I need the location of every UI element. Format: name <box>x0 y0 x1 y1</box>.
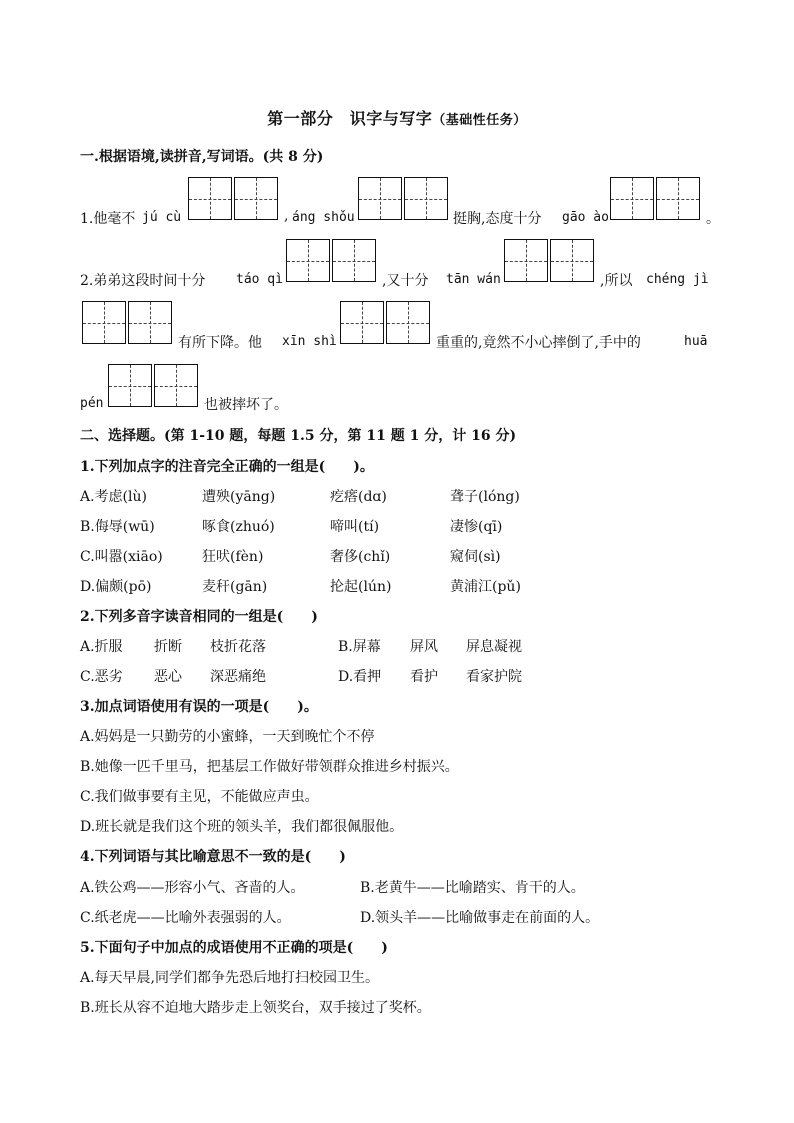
writing-box[interactable] <box>656 177 700 220</box>
s2-q4-option-c[interactable]: C.纸老虎——比喻外表强弱的人。 <box>80 910 291 926</box>
s2-q1-c1[interactable]: C.叫嚣(xiāo) <box>80 549 163 565</box>
s1-q1-pinyin3: gāo ào <box>562 210 609 225</box>
writing-box[interactable] <box>504 239 548 282</box>
s1-q2-boxes2[interactable] <box>504 239 594 282</box>
s2-q2-a2: 折断 <box>154 639 182 655</box>
s1-q1-text1: 1.他毫不 <box>80 211 136 227</box>
s1-q1-pinyin2: áng shǒu <box>292 210 355 225</box>
s1-q1-text4: 。 <box>706 211 720 227</box>
s1-q2-boxes1[interactable] <box>286 239 376 282</box>
s2-q3-option-d[interactable]: D.班长就是我们这个班的领头羊，我们都很佩服他。 <box>80 819 404 835</box>
title-main: 第一部分 识字与写字 <box>267 109 433 128</box>
s2-q5-stem: 5.下面句子中加点的成语使用不正确的项是( ) <box>80 940 388 956</box>
s2-q1-d4: 黄浦江(pǔ) <box>450 579 521 595</box>
s2-q1-c2: 狂吠(fèn) <box>202 549 264 565</box>
writing-box[interactable] <box>286 239 330 282</box>
s1-q2-text3: ,所以 <box>600 273 633 289</box>
s2-q1-a2: 遭殃(yāng) <box>202 489 276 505</box>
s2-q3-stem: 3.加点词语使用有误的一项是( )。 <box>80 699 318 715</box>
s1-q2-text6: 也被摔坏了。 <box>204 397 288 413</box>
s1-q1-text2: , <box>284 208 289 224</box>
s2-q2-d3: 看家护院 <box>466 669 522 685</box>
writing-box[interactable] <box>404 177 448 220</box>
writing-box[interactable] <box>340 301 384 344</box>
title-sub: （基础性任务） <box>432 113 527 128</box>
s1-q1-boxes2[interactable] <box>358 177 448 220</box>
s1-q2-pinyin5: huā <box>684 334 708 349</box>
page-title <box>0 106 794 129</box>
writing-box[interactable] <box>154 364 198 407</box>
s1-q1-pinyin1: jú cù <box>142 210 182 225</box>
s1-q2-pinyin1: táo qì <box>236 272 283 287</box>
s2-q3-option-b[interactable]: B.她像一匹千里马，把基层工作做好带领群众推进乡村振兴。 <box>80 759 459 775</box>
writing-box[interactable] <box>332 239 376 282</box>
writing-box[interactable] <box>358 177 402 220</box>
s2-q4-option-d[interactable]: D.领头羊——比喻做事走在前面的人。 <box>360 910 600 926</box>
writing-box[interactable] <box>234 177 278 220</box>
s2-q3-option-a[interactable]: A.妈妈是一只勤劳的小蜜蜂，一天到晚忙个不停 <box>80 729 375 745</box>
s2-q2-stem: 2.下列多音字读音相同的一组是( ) <box>80 609 318 625</box>
s2-q5-option-a[interactable]: A.每天早晨,同学们都争先恐后地打扫校园卫生。 <box>80 970 380 986</box>
s2-q2-c1[interactable]: C.恶劣 <box>80 669 123 685</box>
s1-q2-boxes4[interactable] <box>340 301 430 344</box>
s2-q1-b1[interactable]: B.侮辱(wū) <box>80 519 155 535</box>
s1-q1-boxes3[interactable] <box>610 177 700 220</box>
s2-q2-b1[interactable]: B.屏幕 <box>338 639 381 655</box>
writing-box[interactable] <box>82 301 126 344</box>
s2-q1-b2: 啄食(zhuó) <box>202 519 275 535</box>
s1-q1-text3: 挺胸,态度十分 <box>453 211 542 227</box>
section2-heading: 二、选择题。(第 1-10 题，每题 1.5 分，第 11 题 1 分，计 16 分) <box>80 428 517 444</box>
s2-q5-option-b[interactable]: B.班长从容不迫地大踏步走上领奖台，双手接过了奖杯。 <box>80 1000 431 1016</box>
s2-q4-option-b[interactable]: B.老黄牛——比喻踏实、肯干的人。 <box>360 880 585 896</box>
s2-q2-a3: 枝折花落 <box>210 639 266 655</box>
s2-q1-stem: 1.下列加点字的注音完全正确的一组是( )。 <box>80 459 374 475</box>
s1-q2-text2: ,又十分 <box>382 273 429 289</box>
s1-q2-boxes5[interactable] <box>108 364 198 407</box>
s2-q1-b3: 啼叫(tí) <box>330 519 380 535</box>
s1-q2-pinyin2: tān wán <box>446 272 501 287</box>
s2-q3-option-c[interactable]: C.我们做事要有主见，不能做应声虫。 <box>80 789 319 805</box>
s2-q1-d3: 抡起(lún) <box>330 579 392 595</box>
s2-q1-b4: 凄惨(qī) <box>450 519 503 535</box>
s2-q1-a3: 疙瘩(dɑ) <box>330 489 387 505</box>
s2-q1-c3: 奢侈(chǐ) <box>330 549 391 565</box>
s2-q1-c4: 窥伺(sì) <box>450 549 501 565</box>
s2-q2-c2: 恶心 <box>154 669 182 685</box>
s1-q2-pinyin3: chéng jì <box>646 272 709 287</box>
s1-q2-text5: 重重的,竟然不小心摔倒了,手中的 <box>436 335 641 351</box>
writing-box[interactable] <box>128 301 172 344</box>
s2-q1-a4: 聋子(lóng) <box>450 489 520 505</box>
s2-q2-a1[interactable]: A.折服 <box>80 639 123 655</box>
writing-box[interactable] <box>386 301 430 344</box>
s2-q1-d2: 麦秆(gān) <box>202 579 268 595</box>
s2-q1-d1[interactable]: D.偏颇(pō) <box>80 579 152 595</box>
s1-q1-boxes1[interactable] <box>188 177 278 220</box>
s1-q2-text4: 有所下降。他 <box>178 335 262 351</box>
writing-box[interactable] <box>610 177 654 220</box>
s2-q2-d1[interactable]: D.看押 <box>338 669 382 685</box>
s1-q2-boxes3[interactable] <box>82 301 172 344</box>
section1-heading: 一.根据语境,读拼音,写词语。(共 8 分) <box>80 149 324 165</box>
s2-q2-b2: 屏风 <box>410 639 438 655</box>
s1-q2-text1: 2.弟弟这段时间十分 <box>80 273 206 289</box>
s1-q2-pinyin6: pén <box>80 396 104 411</box>
writing-box[interactable] <box>108 364 152 407</box>
writing-box[interactable] <box>188 177 232 220</box>
s2-q1-a1[interactable]: A.考虑(lù) <box>80 489 147 505</box>
writing-box[interactable] <box>550 239 594 282</box>
s2-q4-option-a[interactable]: A.铁公鸡——形容小气、吝啬的人。 <box>80 880 305 896</box>
s2-q2-d2: 看护 <box>410 669 438 685</box>
s1-q2-pinyin4: xīn shì <box>282 334 337 349</box>
s2-q2-c3: 深恶痛绝 <box>210 669 266 685</box>
s2-q4-stem: 4.下列词语与其比喻意思不一致的是( ) <box>80 849 346 865</box>
s2-q2-b3: 屏息凝视 <box>466 639 522 655</box>
